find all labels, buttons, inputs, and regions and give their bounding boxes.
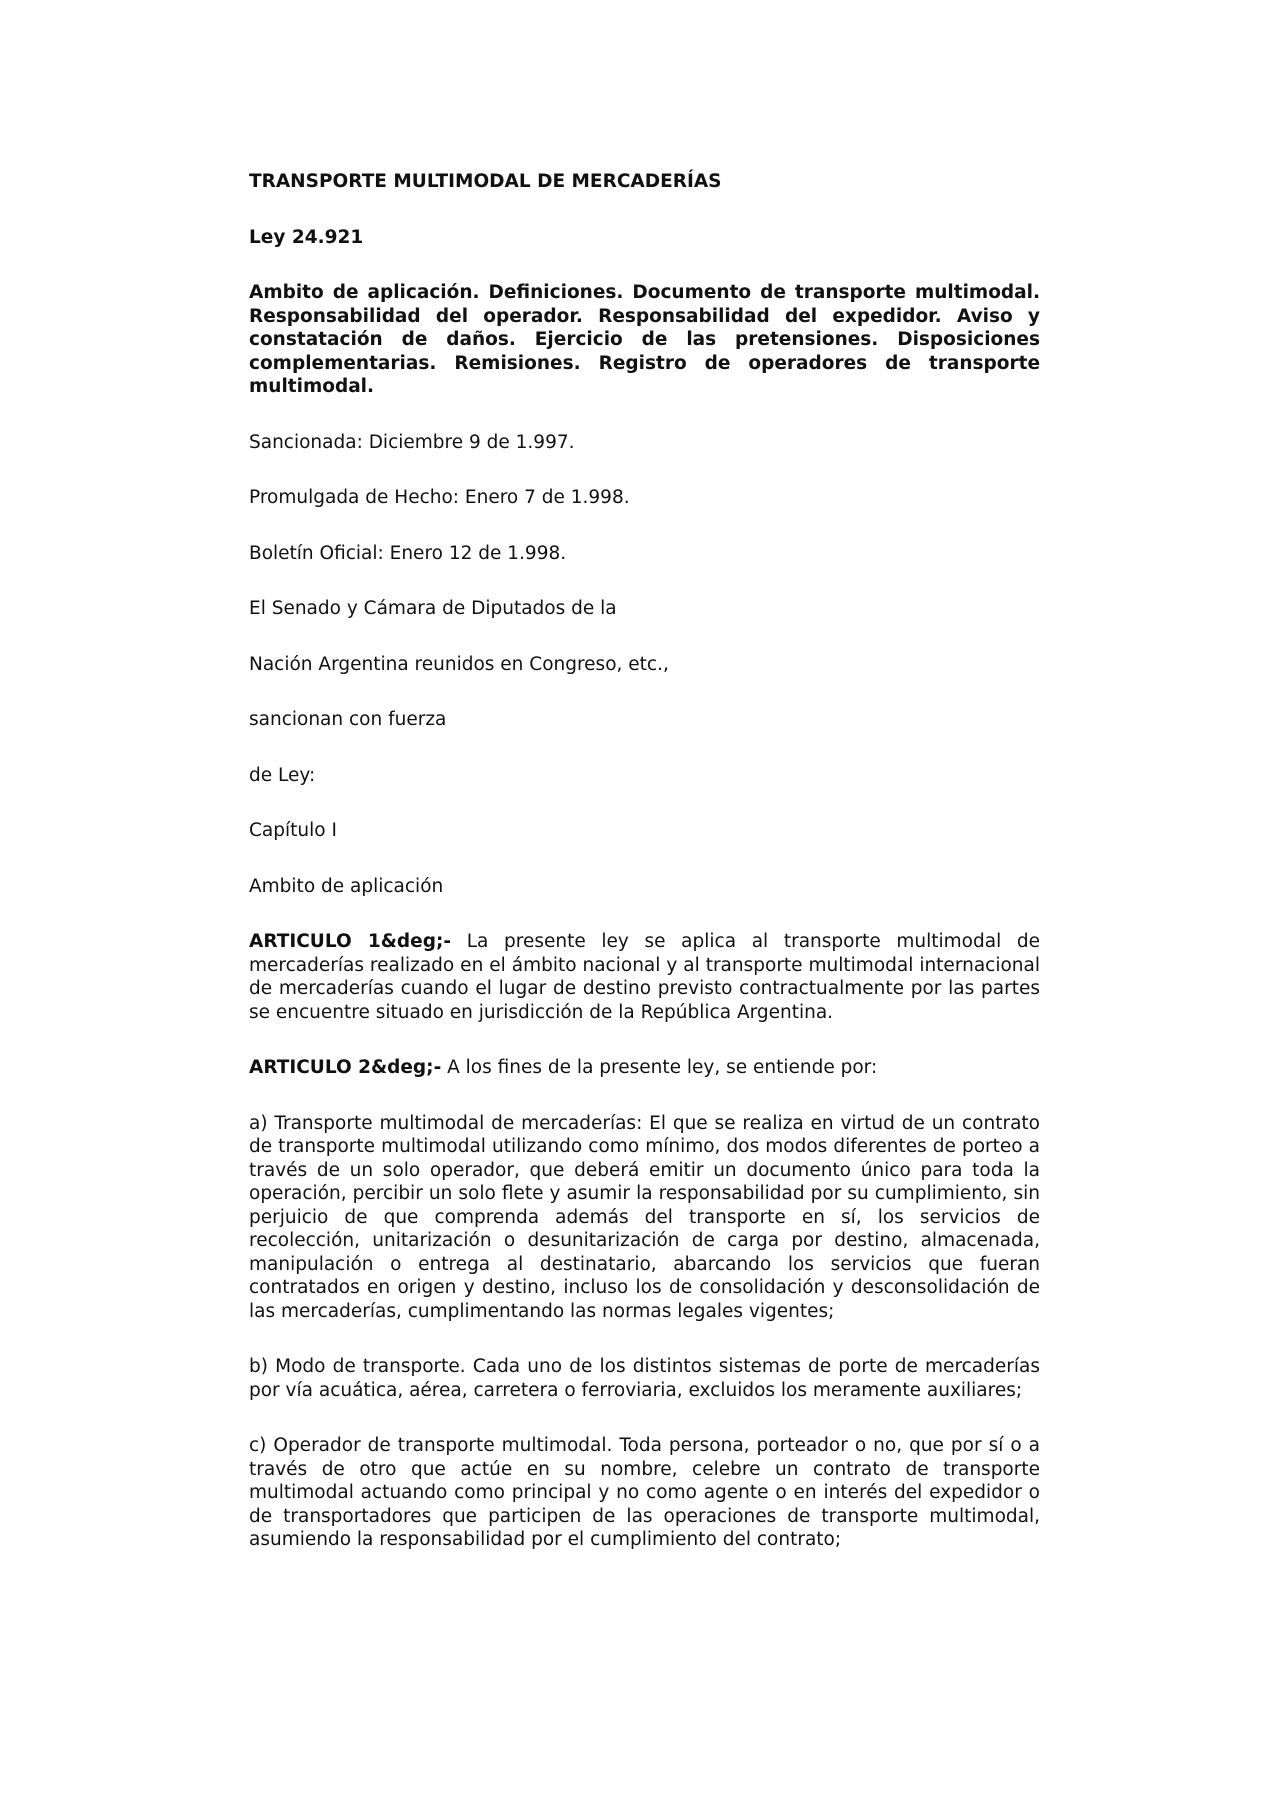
enacting-formula-line-3: sancionan con fuerza	[249, 709, 447, 730]
article-2-label: ARTICULO 2&deg;-	[249, 1057, 442, 1078]
chapter-title: Ambito de aplicación	[249, 875, 444, 897]
boletin-line: Boletín Oficial: Enero 12 de 1.998.	[249, 542, 567, 564]
article-1	[249, 930, 1040, 1024]
enacting-formula-line-2: Nación Argentina reunidos en Congreso, etc.,	[249, 653, 669, 675]
sancionada-line: Sancionada: Diciembre 9 de 1.997.	[249, 431, 575, 453]
law-number: Ley 24.921	[249, 226, 364, 248]
article-2	[249, 1056, 1040, 1080]
chapter-heading: Capítulo I	[249, 820, 337, 841]
enacting-formula-line-1: El Senado y Cámara de Diputados de la	[249, 598, 617, 619]
article-2-item-b: b) Modo de transporte. Cada uno de los distintos sistemas de porte de mercaderías por vía acuática, aérea, carretera o ferroviaria, excluidos los meramente auxiliares;	[249, 1356, 1040, 1401]
document-title: TRANSPORTE MULTIMODAL DE MERCADERÍAS	[249, 171, 722, 192]
article-1-text: La presente ley se aplica al transporte multimodal de mercaderías realizado en el ámbito nacional y al transporte multimodal internacional de mercaderías cuando el lugar de destino previsto contractualmente por las partes se encuentre situado en jurisdicción de la República Argentina.	[249, 931, 1040, 1023]
article-2-item-a: a) Transporte multimodal de mercaderías: El que se realiza en virtud de un contrato de transporte multimodal utilizando como mínimo, dos modos diferentes de porteo a través de un solo operador, que deberá emitir un documento único para toda la operación, percibir un solo flete y asumir la responsabilidad por su cumplimiento, sin perjuicio de que comprenda además del transporte en sí, los servicios de recolección, unitarización o desunitarización de carga por destino, almacenada, manipulación o entrega al destinatario, abarcando los servicios que fueran contratados en origen y destino, incluso los de consolidación y desconsolidación de las mercaderías, cumplimentando las normas legales vigentes;	[249, 1112, 1040, 1322]
article-1-label: ARTICULO 1&deg;-	[249, 931, 452, 952]
law-summary: Ambito de aplicación. Definiciones. Documento de transporte multimodal. Responsabilidad del operador. Responsabilidad del expedidor. Aviso y constatación de daños. Ejercicio de las pretensiones. Disposiciones complementarias. Remisiones. Registro de operadores de transporte multimodal.	[249, 282, 1040, 397]
article-2-text: A los fines de la presente ley, se entiende por:	[441, 1057, 878, 1078]
document-body	[249, 170, 1040, 1584]
promulgada-line: Promulgada de Hecho: Enero 7 de 1.998.	[249, 487, 630, 508]
article-2-item-c: c) Operador de transporte multimodal. Toda persona, porteador o no, que por sí o a través de otro que actúe en su nombre, celebre un contrato de transporte multimodal actuando como principal y no como agente o en interés del expedidor o de transportadores que participen de las operaciones de transporte multimodal, asumiendo la responsabilidad por el cumplimiento del contrato;	[249, 1435, 1040, 1550]
enacting-formula-line-4: de Ley:	[249, 764, 316, 786]
